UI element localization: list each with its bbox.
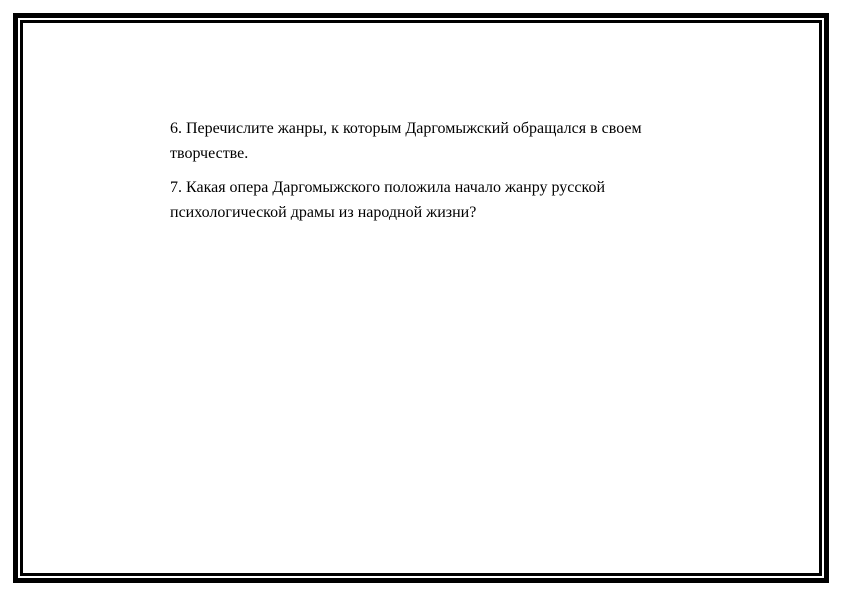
question-6-line-2: творчестве. (170, 145, 249, 162)
question-7-line-1: 7. Какая опера Даргомыжского положила начало жанру русской (170, 179, 606, 196)
question-6 (170, 116, 730, 166)
page-border-inner (20, 20, 822, 576)
question-6-line-1: 6. Перечислите жанры, к которым Даргомыжский обращался в своем (170, 120, 642, 137)
question-7-line-2: психологической драмы из народной жизни? (170, 204, 477, 221)
question-7 (170, 175, 730, 225)
questions-block (170, 116, 730, 234)
